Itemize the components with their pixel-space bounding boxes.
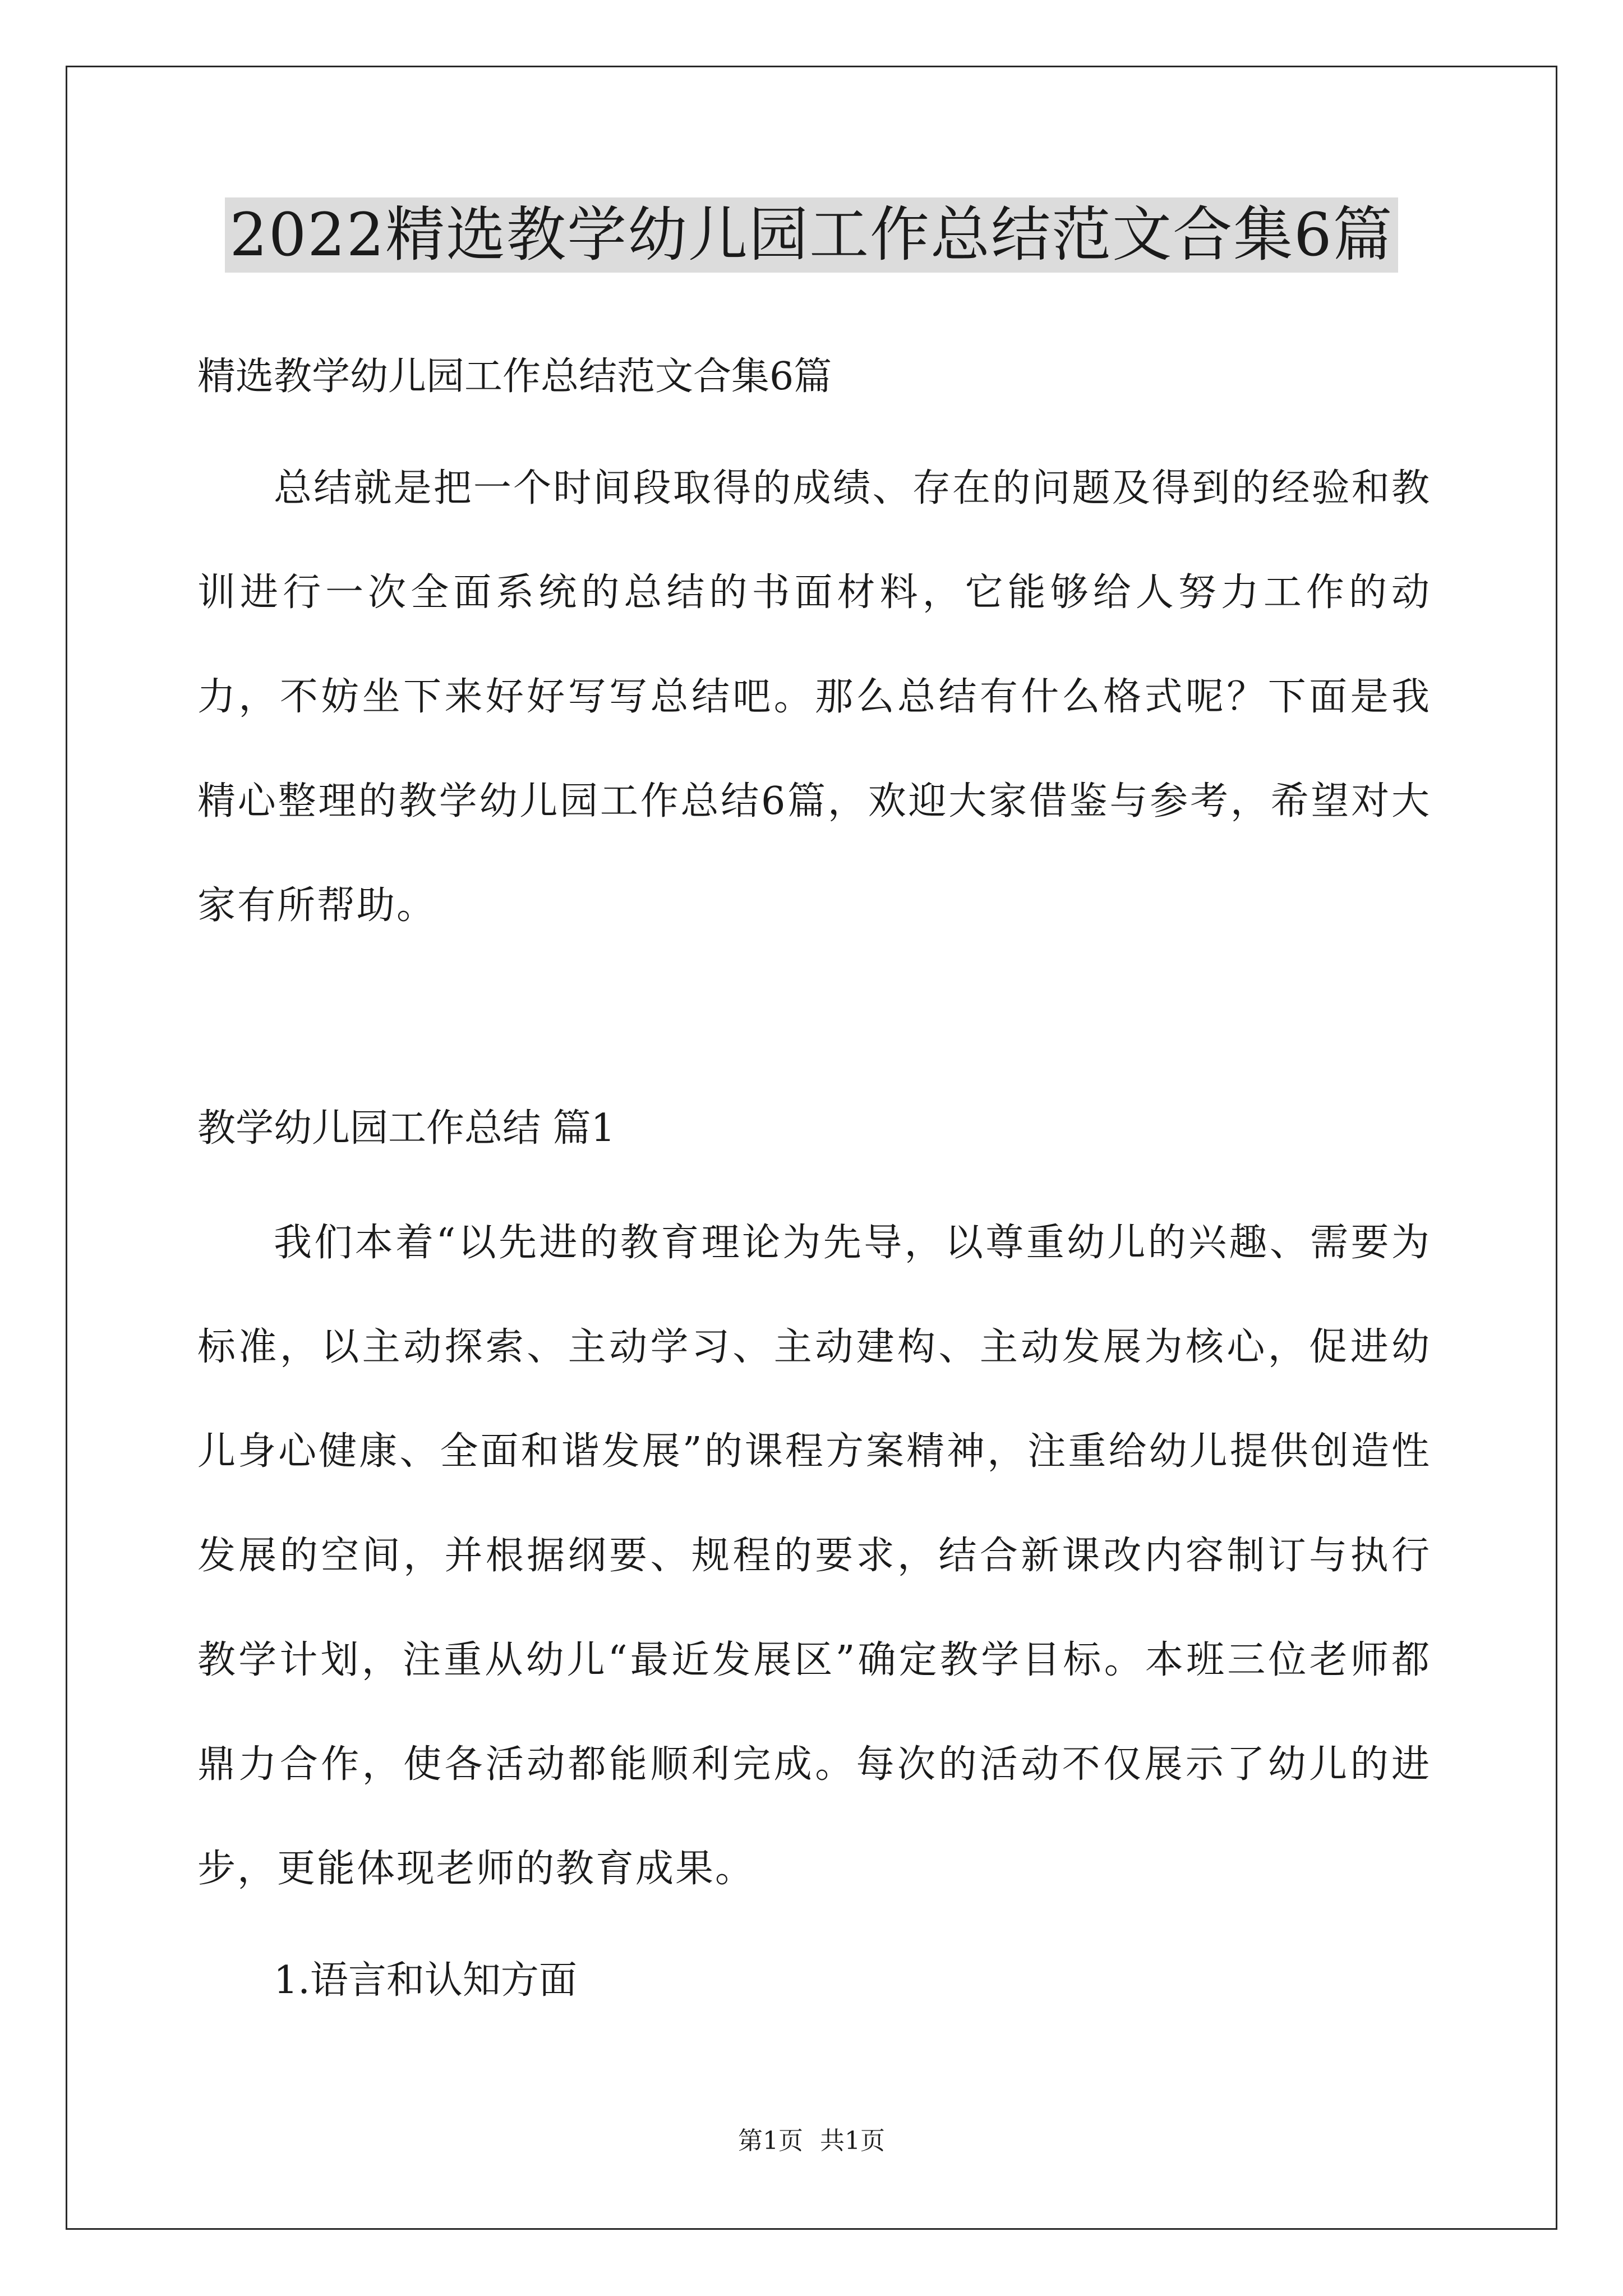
section-paragraph: 我们本着“以先进的教育理论为先导，以尊重幼儿的兴趣、需要为标准，以主动探索、主动学习、主动建构、主动发展为核心，促进幼儿身心健康、全面和谐发展”的课程方案精神，注重给幼儿提供创造性发展的空间，并根据纲要、规程的要求，结合新课改内容制订与执行教学计划，注重从幼儿“最近发展区”确定教学目标。本班三位老师都鼎力合作，使各活动都能顺利完成。每次的活动不仅展示了幼儿的进步，更能体现老师的教育成果。 — [197, 1221, 1431, 1891]
section-heading: 教学幼儿园工作总结 篇1 — [197, 1106, 615, 1151]
document-subtitle: 精选教学幼儿园工作总结范文合集6篇 — [197, 355, 832, 399]
page-number-total: 共1页 — [820, 2127, 885, 2155]
subsection-heading: 1.语言和认知方面 — [274, 1958, 577, 2003]
page-footer — [0, 2125, 1623, 2157]
document-title: 2022精选教学幼儿园工作总结范文合集6篇 — [225, 197, 1398, 273]
title-container — [0, 197, 1623, 273]
intro-paragraph: 总结就是把一个时间段取得的成绩、存在的问题及得到的经验和教训进行一次全面系统的总结的书面材料，它能够给人努力工作的动力，不妨坐下来好好写写总结吧。那么总结有什么格式呢？下面是我精心整理的教学幼儿园工作总结6篇，欢迎大家借鉴与参考，希望对大家有所帮助。 — [197, 466, 1431, 928]
page-number-current: 第1页 — [738, 2127, 803, 2155]
